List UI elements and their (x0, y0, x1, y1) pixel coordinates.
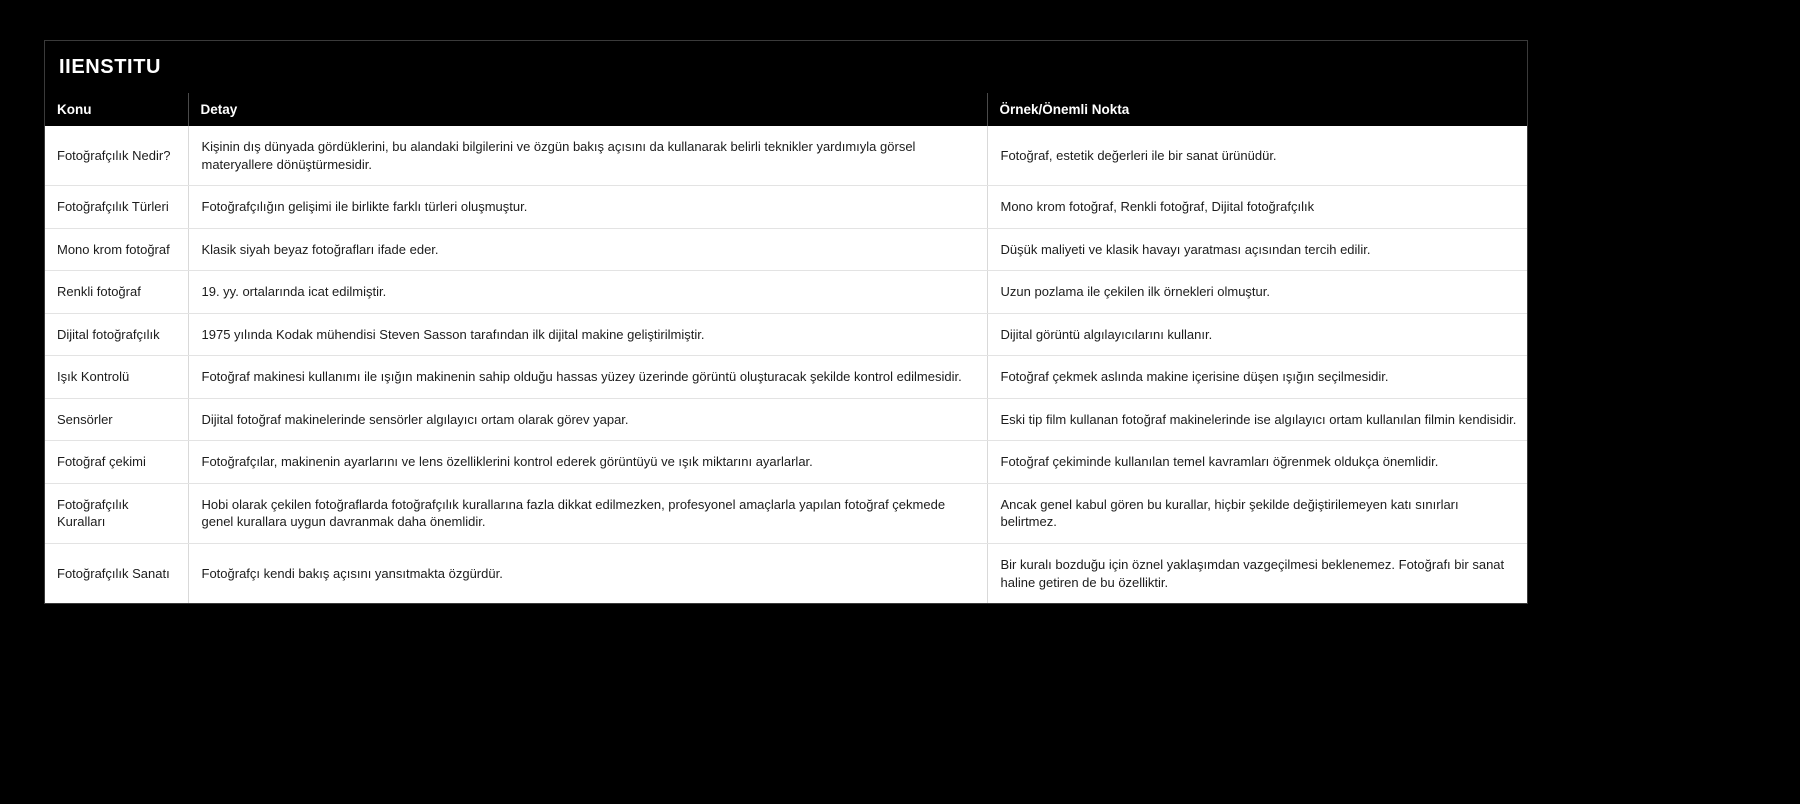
cell-konu: Fotoğrafçılık Nedir? (45, 126, 188, 186)
table-row (45, 398, 1528, 441)
cell-detay: Hobi olarak çekilen fotoğraflarda fotoğrafçılık kurallarına fazla dikkat edilmezken, profesyonel amaçlarla yapılan fotoğraf çekmede genel kurallara uygun davranmak daha önemlidir. (188, 483, 987, 543)
cell-konu: Renkli fotoğraf (45, 271, 188, 314)
brand-title: IIENSTITU (59, 55, 162, 78)
table-head (45, 93, 1528, 126)
cell-detay: Dijital fotoğraf makinelerinde sensörler algılayıcı ortam olarak görev yapar. (188, 398, 987, 441)
cell-konu: Fotoğrafçılık Türleri (45, 186, 188, 229)
cell-konu: Işık Kontrolü (45, 356, 188, 399)
cell-konu: Dijital fotoğrafçılık (45, 313, 188, 356)
table-row (45, 271, 1528, 314)
column-header-ornek[interactable]: Örnek/Önemli Nokta (999, 102, 1130, 117)
cell-ornek: Uzun pozlama ile çekilen ilk örnekleri olmuştur. (987, 271, 1528, 314)
column-header-detay[interactable]: Detay (188, 93, 987, 126)
cell-ornek: Fotoğraf, estetik değerleri ile bir sanat ürünüdür. (987, 126, 1528, 186)
cell-detay: 1975 yılında Kodak mühendisi Steven Sasson tarafından ilk dijital makine geliştirilmiştir. (188, 313, 987, 356)
cell-ornek: Düşük maliyeti ve klasik havayı yaratması açısından tercih edilir. (987, 228, 1528, 271)
photography-table (45, 93, 1528, 603)
table-card (44, 40, 1528, 604)
table-body (45, 126, 1528, 603)
cell-konu: Fotoğraf çekimi (45, 441, 188, 484)
table-row (45, 186, 1528, 229)
cell-detay: Kişinin dış dünyada gördüklerini, bu alandaki bilgilerini ve özgün bakış açısını da kullanarak belirli teknikler yardımıyla görsel materyallere dönüştürmesidir. (188, 126, 987, 186)
cell-detay: 19. yy. ortalarında icat edilmiştir. (188, 271, 987, 314)
cell-ornek: Fotoğraf çekiminde kullanılan temel kavramları öğrenmek oldukça önemlidir. (987, 441, 1528, 484)
cell-ornek: Fotoğraf çekmek aslında makine içerisine düşen ışığın seçilmesidir. (987, 356, 1528, 399)
table-row (45, 313, 1528, 356)
cell-konu: Mono krom fotoğraf (45, 228, 188, 271)
cell-ornek: Dijital görüntü algılayıcılarını kullanır. (987, 313, 1528, 356)
cell-ornek: Eski tip film kullanan fotoğraf makinelerinde ise algılayıcı ortam kullanılan filmin kendisidir. (987, 398, 1528, 441)
brand-header (45, 41, 1527, 93)
table-row (45, 441, 1528, 484)
table-row (45, 544, 1528, 604)
table-row (45, 126, 1528, 186)
column-header-konu[interactable]: Konu (45, 93, 188, 126)
table-header-row (45, 93, 1528, 126)
cell-konu: Sensörler (45, 398, 188, 441)
cell-ornek: Bir kuralı bozduğu için öznel yaklaşımdan vazgeçilmesi beklenemez. Fotoğrafı bir sanat haline getiren de bu özelliktir. (1000, 557, 1505, 590)
cell-ornek: Ancak genel kabul gören bu kurallar, hiçbir şekilde değiştirilemeyen katı sınırları belirtmez. (987, 483, 1528, 543)
cell-detay: Fotoğrafçılar, makinenin ayarlarını ve lens özelliklerini kontrol ederek görüntüyü ve ışık miktarını ayarlarlar. (188, 441, 987, 484)
table-row (45, 228, 1528, 271)
cell-detay: Klasik siyah beyaz fotoğrafları ifade eder. (188, 228, 987, 271)
table-row (45, 483, 1528, 543)
cell-detay: Fotoğraf makinesi kullanımı ile ışığın makinenin sahip olduğu hassas yüzey üzerinde görüntü oluşturacak şekilde kontrol edilmesidir. (188, 356, 987, 399)
cell-detay: Fotoğrafçı kendi bakış açısını yansıtmakta özgürdür. (188, 544, 987, 604)
cell-ornek: Mono krom fotoğraf, Renkli fotoğraf, Dijital fotoğrafçılık (987, 186, 1528, 229)
cell-detay: Fotoğrafçılığın gelişimi ile birlikte farklı türleri oluşmuştur. (188, 186, 987, 229)
cell-konu: Fotoğrafçılık Kuralları (45, 483, 188, 543)
table-row (45, 356, 1528, 399)
cell-konu: Fotoğrafçılık Sanatı (45, 544, 188, 604)
